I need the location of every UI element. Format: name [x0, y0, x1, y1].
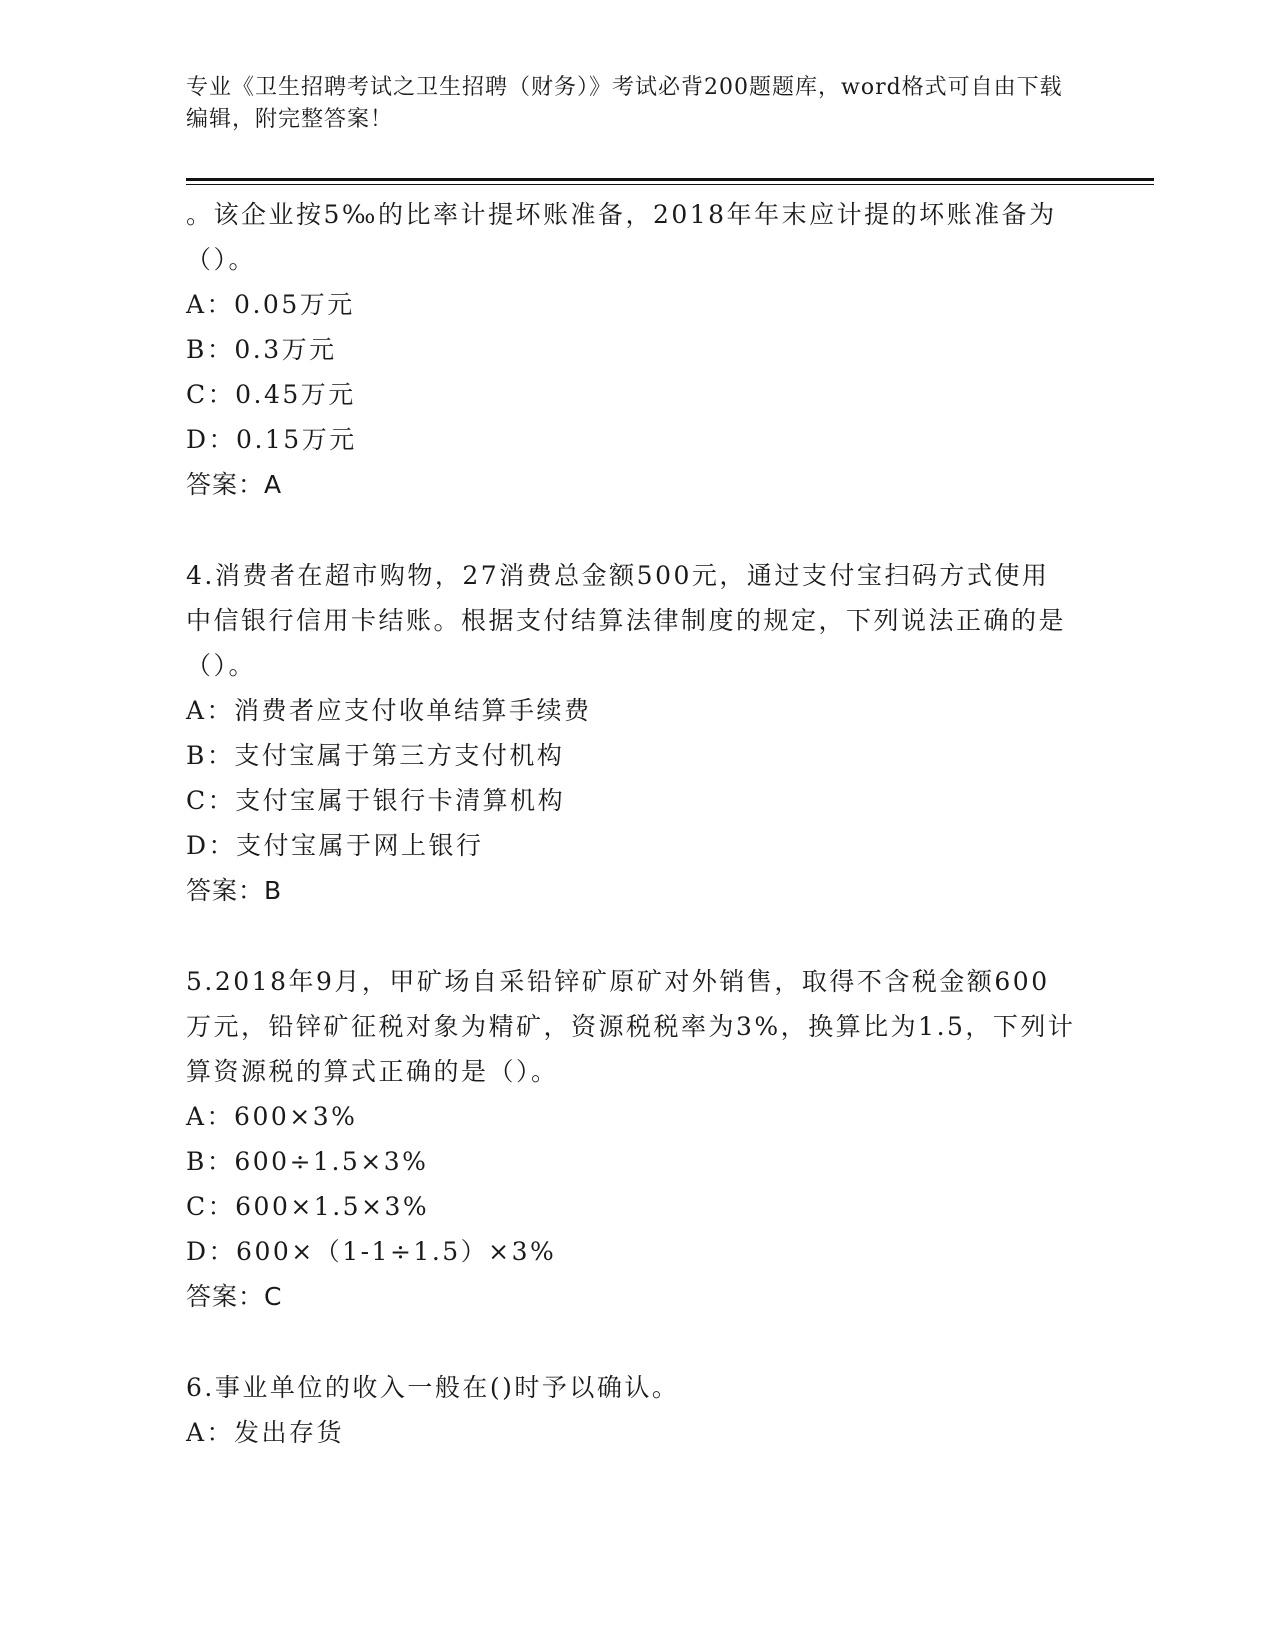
answer-line: 答案：B [186, 876, 283, 905]
option-b: B：600÷1.5×3% [186, 1147, 429, 1176]
question-stem: 4.消费者在超市购物，27消费总金额500元，通过支付宝扫码方式使用中信银行信用卡结账。根据支付结算法律制度的规定，下列说法正确的是（）。 [186, 561, 1067, 680]
question-5 [186, 959, 1076, 1319]
question-3 [186, 192, 1076, 507]
option-b: B：支付宝属于第三方支付机构 [186, 741, 565, 770]
option-d: D：支付宝属于网上银行 [186, 831, 484, 860]
option-a: A：发出存货 [186, 1418, 345, 1447]
option-c: C：0.45万元 [186, 380, 356, 409]
header-divider-thin [186, 184, 1154, 185]
question-4 [186, 553, 1076, 913]
option-d: D：0.15万元 [186, 425, 357, 454]
document-header-title: 专业《卫生招聘考试之卫生招聘（财务）》考试必背200题题库，word格式可自由下载编辑，附完整答案！ [186, 75, 1063, 132]
question-stem: 。该企业按5‰的比率计提坏账准备，2018年年末应计提的坏账准备为（）。 [186, 200, 1057, 274]
answer-line: 答案：C [186, 1282, 283, 1311]
question-6 [186, 1365, 1076, 1455]
option-c: C：600×1.5×3% [186, 1192, 430, 1221]
header-divider-thick [186, 178, 1154, 181]
option-a: A：600×3% [186, 1102, 358, 1131]
option-d: D：600×（1-1÷1.5）×3% [186, 1237, 557, 1266]
question-stem: 5.2018年9月，甲矿场自采铅锌矿原矿对外销售，取得不含税金额600万元，铅锌矿征税对象为精矿，资源税税率为3%，换算比为1.5，下列计算资源税的算式正确的是（）。 [186, 967, 1076, 1086]
option-b: B：0.3万元 [186, 335, 337, 364]
option-c: C：支付宝属于银行卡清算机构 [186, 786, 566, 815]
answer-line: 答案：A [186, 470, 283, 499]
option-a: A：消费者应支付收单结算手续费 [186, 696, 592, 725]
option-a: A：0.05万元 [186, 290, 355, 319]
question-list [186, 192, 1076, 1455]
question-stem: 6.事业单位的收入一般在()时予以确认。 [186, 1373, 680, 1402]
